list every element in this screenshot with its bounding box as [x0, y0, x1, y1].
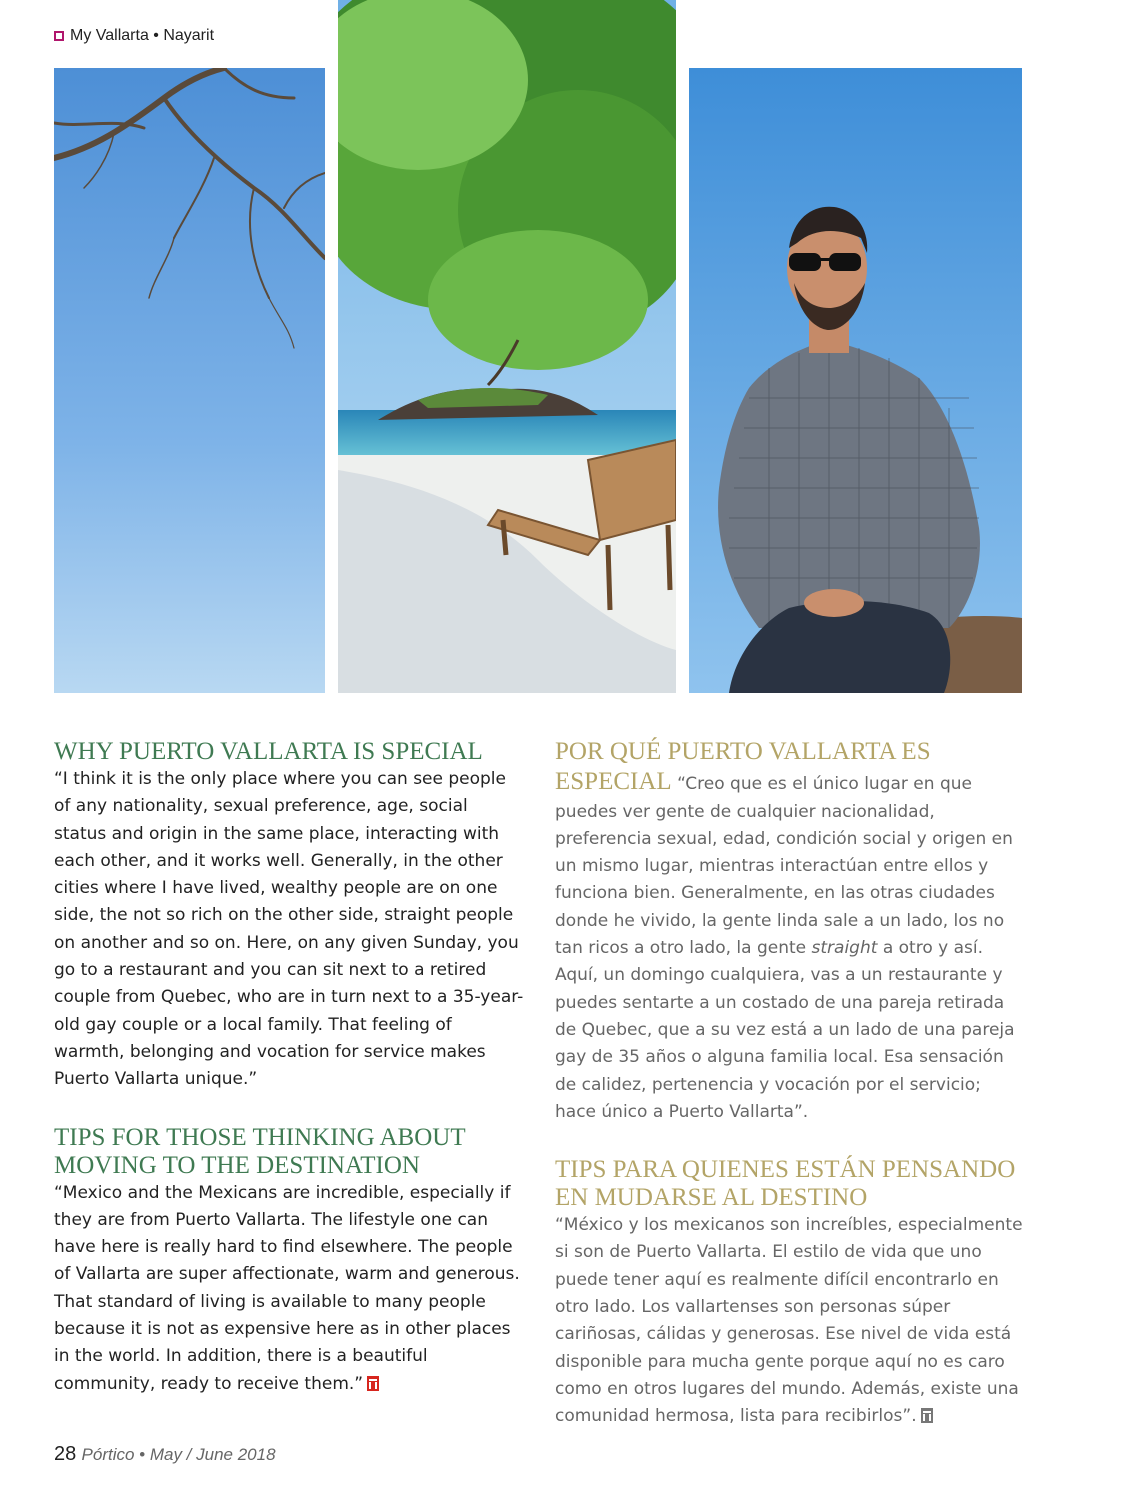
page-number: 28: [54, 1443, 77, 1465]
heading-tips-moving: TIPS FOR THOSE THINKING ABOUT MOVING TO THE DESTINATION: [54, 1123, 466, 1179]
body-tips-moving-text: “Mexico and the Mexicans are incredible, especially if they are from Puerto Vallarta. The lifestyle one can have here is really hard to find elsewhere. The people of Vallarta are super affectionate, warm and generous. That standard of living is available to many people because it is not as expensive here as in other places in the world. In addition, there is a beautiful community, ready to receive them.”: [54, 1182, 520, 1394]
section-tag: [54, 27, 214, 45]
photo-tree-branches: [54, 68, 325, 693]
heading-por-que: POR QUÉ PUERTO VALLARTA ES ESPECIAL: [555, 738, 931, 796]
column-english: [54, 738, 524, 1398]
photo-man-portrait: [689, 68, 1022, 693]
photo-beach-lounger: [338, 0, 676, 693]
publication-info: Pórtico • May / June 2018: [81, 1445, 276, 1464]
section-label: My Vallarta • Nayarit: [70, 27, 215, 44]
page-footer: [54, 1443, 276, 1466]
body-tips-mudarse: [555, 1212, 1025, 1430]
heading-tips-mudarse: TIPS PARA QUIENES ESTÁN PENSANDO EN MUDARSE AL DESTINO: [555, 1156, 1016, 1212]
body-tips-mudarse-text: “México y los mexicanos son increíbles, especialmente si son de Puerto Vallarta. El estilo de vida que uno puede tener aquí es realmente difícil encontrarlo en otro lado. Los vallartenses son personas súper cariñosas, cálidas y generosas. Ese nivel de vida está disponible para mucha gente porque aquí no es caro como en otros lugares del mundo. Además, existe una comunidad hermosa, lista para recibirlos”.: [555, 1215, 1023, 1427]
end-mark-icon: [921, 1408, 933, 1423]
body-por-que: [555, 738, 1025, 1126]
end-mark-icon: [367, 1376, 379, 1391]
column-spanish: [555, 738, 1025, 1431]
heading-why-special: WHY PUERTO VALLARTA IS SPECIAL: [54, 738, 483, 765]
body-why-special: “I think it is the only place where you can see people of any nationality, sexual preference, age, social status and origin in the same place, interacting with each other, and it works well. Generally, in the other cities where I have lived, wealthy people are on one side, the not so rich on the other side, straight people on another and so on. Here, on any given Sunday, you go to a restaurant and you can sit next to a retired couple from Quebec, who are in turn next to a 35-year-old gay couple or a local family. That feeling of warmth, belonging and vocation for service makes Puerto Vallarta unique.”: [54, 769, 524, 1090]
body-por-que-italic: straight: [811, 938, 878, 959]
body-tips-moving: [54, 1180, 524, 1398]
body-por-que-text-1: “Creo que es el único lugar en que puedes ver gente de cualquier nacionalidad, preferencia sexual, edad, condición social y origen en un mismo lugar, mientras interactúan entre ellos y funciona bien. Generalmente, en las otras ciudades donde he vivido, la gente linda sale a un lado, los no tan ricos a otro lado, la gente: [555, 774, 1013, 959]
body-por-que-text-2: a otro y así. Aquí, un domingo cualquiera, vas a un restaurante y puedes sentarte a un costado de una pareja retirada de Quebec, que a su vez está a un lado de una pareja gay de 35 años o alguna familia local. Esa sensación de calidez, pertenencia y vocación por el servicio; hace único a Puerto Vallarta”.: [555, 938, 1015, 1122]
section-square-icon: [54, 31, 64, 41]
